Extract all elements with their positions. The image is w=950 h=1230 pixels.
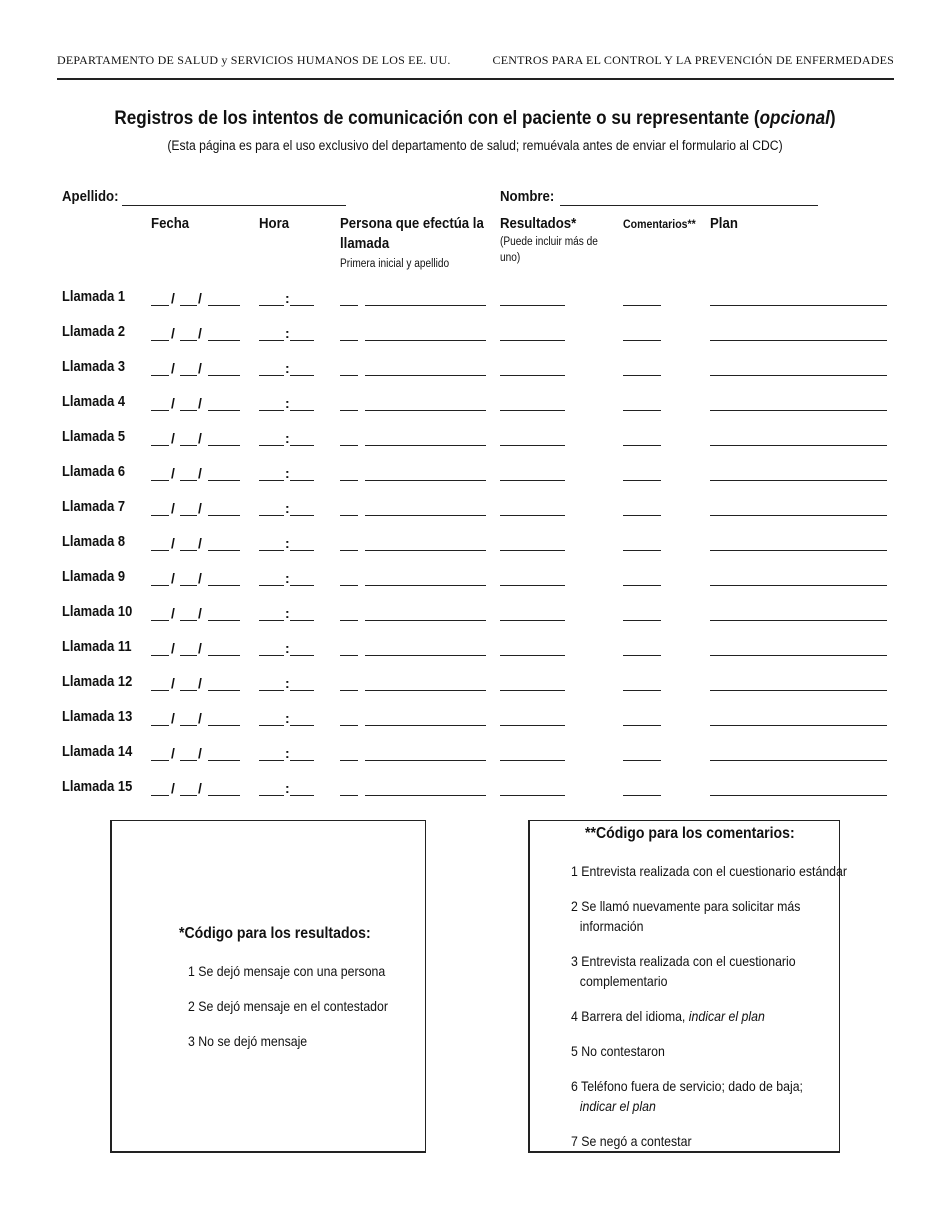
- date-year-field[interactable]: [208, 515, 240, 516]
- comments-code-box: [528, 820, 848, 1153]
- date-day-field[interactable]: [180, 655, 197, 656]
- call-label: Llamada 10: [62, 603, 133, 620]
- time-minute-field[interactable]: [290, 725, 314, 726]
- time-hour-field[interactable]: [259, 550, 284, 551]
- date-separator: /: [198, 675, 202, 691]
- name-label: Nombre:: [500, 188, 555, 205]
- results-code-3: 3 No se dejó mensaje: [188, 1033, 308, 1049]
- call-label: Llamada 9: [62, 568, 126, 585]
- call-row: [0, 428, 950, 452]
- plan-field[interactable]: [710, 690, 887, 691]
- call-row: [0, 638, 950, 662]
- call-row: [0, 358, 950, 382]
- time-minute-field[interactable]: [290, 795, 314, 796]
- comments-field[interactable]: [623, 690, 661, 691]
- time-minute-field[interactable]: [290, 375, 314, 376]
- call-label: Llamada 15: [62, 778, 133, 795]
- results-field[interactable]: [500, 760, 565, 761]
- comment-code-6: 6 Teléfono fuera de servicio; dado de baja; indicar el plan: [571, 1078, 803, 1114]
- results-field[interactable]: [500, 585, 565, 586]
- date-day-field[interactable]: [180, 305, 197, 306]
- call-row: [0, 463, 950, 487]
- time-hour-field[interactable]: [259, 620, 284, 621]
- time-separator: :: [285, 710, 290, 726]
- caller-surname-field[interactable]: [365, 655, 486, 656]
- caller-initial-field[interactable]: [340, 445, 358, 446]
- call-row: [0, 533, 950, 557]
- date-month-field[interactable]: [151, 795, 169, 796]
- time-separator: :: [285, 395, 290, 411]
- date-day-field[interactable]: [180, 725, 197, 726]
- date-separator: /: [198, 325, 202, 341]
- comment-code-5: 5 No contestaron: [571, 1043, 665, 1059]
- call-label: Llamada 4: [62, 393, 126, 410]
- time-hour-field[interactable]: [259, 795, 284, 796]
- comments-field[interactable]: [623, 655, 661, 656]
- date-separator: /: [171, 710, 175, 726]
- results-field[interactable]: [500, 655, 565, 656]
- date-separator: /: [171, 360, 175, 376]
- caller-surname-field[interactable]: [365, 305, 486, 306]
- time-separator: :: [285, 640, 290, 656]
- caller-initial-field[interactable]: [340, 585, 358, 586]
- surname-label: Apellido:: [62, 188, 119, 205]
- call-row: [0, 708, 950, 732]
- call-label: Llamada 14: [62, 743, 133, 760]
- caller-surname-field[interactable]: [365, 410, 486, 411]
- results-field[interactable]: [500, 620, 565, 621]
- time-hour-field[interactable]: [259, 445, 284, 446]
- time-minute-field[interactable]: [290, 410, 314, 411]
- date-separator: /: [171, 395, 175, 411]
- date-month-field[interactable]: [151, 375, 169, 376]
- date-month-field[interactable]: [151, 760, 169, 761]
- results-field[interactable]: [500, 550, 565, 551]
- name-field[interactable]: [560, 205, 818, 206]
- call-row: [0, 498, 950, 522]
- col-comments: Comentarios**: [623, 217, 696, 231]
- date-month-field[interactable]: [151, 515, 169, 516]
- date-separator: /: [171, 780, 175, 796]
- results-code-box: [110, 820, 426, 1153]
- plan-field[interactable]: [710, 410, 887, 411]
- time-separator: :: [285, 535, 290, 551]
- comments-field[interactable]: [623, 725, 661, 726]
- caller-surname-field[interactable]: [365, 375, 486, 376]
- caller-initial-field[interactable]: [340, 410, 358, 411]
- call-label: Llamada 13: [62, 708, 133, 725]
- caller-initial-field[interactable]: [340, 690, 358, 691]
- date-month-field[interactable]: [151, 690, 169, 691]
- date-separator: /: [198, 640, 202, 656]
- caller-surname-field[interactable]: [365, 725, 486, 726]
- date-day-field[interactable]: [180, 795, 197, 796]
- results-code-title: *Código para los resultados:: [179, 925, 371, 942]
- caller-surname-field[interactable]: [365, 795, 486, 796]
- date-month-field[interactable]: [151, 480, 169, 481]
- time-hour-field[interactable]: [259, 515, 284, 516]
- header-divider: [57, 78, 894, 80]
- date-month-field[interactable]: [151, 410, 169, 411]
- call-row: [0, 323, 950, 347]
- call-label: Llamada 1: [62, 288, 126, 305]
- call-row: [0, 673, 950, 697]
- date-day-field[interactable]: [180, 690, 197, 691]
- call-label: Llamada 2: [62, 323, 126, 340]
- plan-field[interactable]: [710, 725, 887, 726]
- col-caller: Persona que efectúa la llamada: [340, 215, 484, 252]
- comment-code-1: 1 Entrevista realizada con el cuestionario estándar: [571, 863, 848, 879]
- time-separator: :: [285, 745, 290, 761]
- comments-field[interactable]: [623, 340, 661, 341]
- date-separator: /: [198, 430, 202, 446]
- results-field[interactable]: [500, 340, 565, 341]
- comments-field[interactable]: [623, 760, 661, 761]
- plan-field[interactable]: [710, 550, 887, 551]
- call-row: [0, 778, 950, 802]
- date-year-field[interactable]: [208, 305, 240, 306]
- col-caller-note: Primera inicial y apellido: [340, 258, 450, 270]
- date-separator: /: [171, 570, 175, 586]
- time-hour-field[interactable]: [259, 760, 284, 761]
- date-separator: /: [198, 360, 202, 376]
- caller-initial-field[interactable]: [340, 375, 358, 376]
- call-label: Llamada 3: [62, 358, 126, 375]
- page-title: Registros de los intentos de comunicación con el paciente o su representante (opcional): [114, 108, 836, 129]
- date-separator: /: [198, 500, 202, 516]
- caller-initial-field[interactable]: [340, 725, 358, 726]
- results-code-1: 1 Se dejó mensaje con una persona: [188, 963, 386, 979]
- date-month-field[interactable]: [151, 445, 169, 446]
- date-year-field[interactable]: [208, 795, 240, 796]
- caller-initial-field[interactable]: [340, 760, 358, 761]
- comments-field[interactable]: [623, 480, 661, 481]
- comment-code-7: 7 Se negó a contestar: [571, 1133, 692, 1149]
- time-hour-field[interactable]: [259, 305, 284, 306]
- time-separator: :: [285, 290, 290, 306]
- surname-field[interactable]: [122, 205, 346, 206]
- date-separator: /: [171, 675, 175, 691]
- comment-code-4: 4 Barrera del idioma, indicar el plan: [571, 1008, 765, 1024]
- results-field[interactable]: [500, 375, 565, 376]
- caller-surname-field[interactable]: [365, 340, 486, 341]
- comments-field[interactable]: [623, 620, 661, 621]
- time-minute-field[interactable]: [290, 690, 314, 691]
- date-day-field[interactable]: [180, 340, 197, 341]
- results-field[interactable]: [500, 410, 565, 411]
- caller-surname-field[interactable]: [365, 760, 486, 761]
- date-separator: /: [171, 605, 175, 621]
- time-separator: :: [285, 325, 290, 341]
- comments-field[interactable]: [623, 305, 661, 306]
- header-cdc: CENTROS PARA EL CONTROL Y LA PREVENCIÓN DE ENFERMEDADES: [492, 53, 894, 67]
- call-label: Llamada 6: [62, 463, 126, 480]
- date-day-field[interactable]: [180, 515, 197, 516]
- date-day-field[interactable]: [180, 760, 197, 761]
- date-month-field[interactable]: [151, 655, 169, 656]
- date-separator: /: [198, 290, 202, 306]
- caller-initial-field[interactable]: [340, 620, 358, 621]
- date-separator: /: [171, 290, 175, 306]
- date-separator: /: [171, 640, 175, 656]
- date-month-field[interactable]: [151, 550, 169, 551]
- caller-initial-field[interactable]: [340, 340, 358, 341]
- date-separator: /: [171, 745, 175, 761]
- date-year-field[interactable]: [208, 445, 240, 446]
- caller-surname-field[interactable]: [365, 585, 486, 586]
- caller-initial-field[interactable]: [340, 550, 358, 551]
- date-separator: /: [198, 465, 202, 481]
- time-separator: :: [285, 430, 290, 446]
- call-row: [0, 288, 950, 312]
- date-year-field[interactable]: [208, 550, 240, 551]
- caller-initial-field[interactable]: [340, 305, 358, 306]
- results-field[interactable]: [500, 725, 565, 726]
- caller-surname-field[interactable]: [365, 620, 486, 621]
- time-hour-field[interactable]: [259, 725, 284, 726]
- date-separator: /: [198, 745, 202, 761]
- plan-field[interactable]: [710, 480, 887, 481]
- caller-initial-field[interactable]: [340, 480, 358, 481]
- date-separator: /: [171, 430, 175, 446]
- caller-surname-field[interactable]: [365, 480, 486, 481]
- time-separator: :: [285, 675, 290, 691]
- date-month-field[interactable]: [151, 725, 169, 726]
- caller-initial-field[interactable]: [340, 795, 358, 796]
- results-field[interactable]: [500, 305, 565, 306]
- col-date: Fecha: [151, 215, 190, 232]
- page-subtitle: (Esta página es para el uso exclusivo del departamento de salud; remuévala antes de enviar el formulario al CDC): [167, 138, 783, 153]
- comments-field[interactable]: [623, 445, 661, 446]
- call-row: [0, 568, 950, 592]
- time-hour-field[interactable]: [259, 585, 284, 586]
- results-field[interactable]: [500, 795, 565, 796]
- time-minute-field[interactable]: [290, 550, 314, 551]
- results-field[interactable]: [500, 515, 565, 516]
- plan-field[interactable]: [710, 620, 887, 621]
- date-year-field[interactable]: [208, 480, 240, 481]
- call-label: Llamada 8: [62, 533, 126, 550]
- caller-initial-field[interactable]: [340, 655, 358, 656]
- date-year-field[interactable]: [208, 340, 240, 341]
- date-day-field[interactable]: [180, 550, 197, 551]
- comment-code-2: 2 Se llamó nuevamente para solicitar más información: [571, 898, 801, 934]
- date-separator: /: [171, 465, 175, 481]
- date-separator: /: [198, 570, 202, 586]
- comments-code-title: **Código para los comentarios:: [585, 825, 795, 842]
- date-separator: /: [198, 535, 202, 551]
- caller-surname-field[interactable]: [365, 690, 486, 691]
- date-year-field[interactable]: [208, 620, 240, 621]
- date-day-field[interactable]: [180, 480, 197, 481]
- caller-surname-field[interactable]: [365, 445, 486, 446]
- date-separator: /: [171, 325, 175, 341]
- date-separator: /: [198, 605, 202, 621]
- col-time: Hora: [259, 215, 290, 232]
- date-separator: /: [198, 710, 202, 726]
- date-month-field[interactable]: [151, 305, 169, 306]
- plan-field[interactable]: [710, 655, 887, 656]
- comments-field[interactable]: [623, 585, 661, 586]
- time-hour-field[interactable]: [259, 375, 284, 376]
- time-minute-field[interactable]: [290, 480, 314, 481]
- call-row: [0, 743, 950, 767]
- plan-field[interactable]: [710, 305, 887, 306]
- comments-field[interactable]: [623, 795, 661, 796]
- time-minute-field[interactable]: [290, 515, 314, 516]
- call-label: Llamada 11: [62, 638, 132, 655]
- call-label: Llamada 5: [62, 428, 126, 445]
- date-year-field[interactable]: [208, 690, 240, 691]
- call-label: Llamada 7: [62, 498, 126, 515]
- date-separator: /: [198, 395, 202, 411]
- date-day-field[interactable]: [180, 585, 197, 586]
- col-plan: Plan: [710, 215, 738, 232]
- plan-field[interactable]: [710, 340, 887, 341]
- time-separator: :: [285, 780, 290, 796]
- date-year-field[interactable]: [208, 725, 240, 726]
- date-separator: /: [171, 535, 175, 551]
- date-year-field[interactable]: [208, 410, 240, 411]
- date-year-field[interactable]: [208, 375, 240, 376]
- date-year-field[interactable]: [208, 585, 240, 586]
- col-results: Resultados*: [500, 215, 577, 232]
- time-hour-field[interactable]: [259, 340, 284, 341]
- results-field[interactable]: [500, 480, 565, 481]
- comments-field[interactable]: [623, 410, 661, 411]
- plan-field[interactable]: [710, 445, 887, 446]
- col-results-note: (Puede incluir más de uno): [500, 236, 598, 264]
- comment-code-3: 3 Entrevista realizada con el cuestionario complementario: [571, 953, 796, 989]
- time-minute-field[interactable]: [290, 305, 314, 306]
- time-separator: :: [285, 570, 290, 586]
- call-label: Llamada 12: [62, 673, 133, 690]
- date-day-field[interactable]: [180, 620, 197, 621]
- time-hour-field[interactable]: [259, 410, 284, 411]
- time-minute-field[interactable]: [290, 445, 314, 446]
- time-minute-field[interactable]: [290, 620, 314, 621]
- date-year-field[interactable]: [208, 655, 240, 656]
- comments-field[interactable]: [623, 375, 661, 376]
- caller-surname-field[interactable]: [365, 550, 486, 551]
- comments-field[interactable]: [623, 515, 661, 516]
- time-minute-field[interactable]: [290, 585, 314, 586]
- date-month-field[interactable]: [151, 620, 169, 621]
- plan-field[interactable]: [710, 375, 887, 376]
- results-field[interactable]: [500, 445, 565, 446]
- date-day-field[interactable]: [180, 445, 197, 446]
- header-department: DEPARTAMENTO DE SALUD y SERVICIOS HUMANOS DE LOS EE. UU.: [57, 53, 451, 67]
- plan-field[interactable]: [710, 760, 887, 761]
- time-separator: :: [285, 465, 290, 481]
- time-hour-field[interactable]: [259, 655, 284, 656]
- time-minute-field[interactable]: [290, 760, 314, 761]
- results-field[interactable]: [500, 690, 565, 691]
- time-minute-field[interactable]: [290, 340, 314, 341]
- caller-surname-field[interactable]: [365, 515, 486, 516]
- time-minute-field[interactable]: [290, 655, 314, 656]
- plan-field[interactable]: [710, 585, 887, 586]
- time-hour-field[interactable]: [259, 690, 284, 691]
- time-separator: :: [285, 360, 290, 376]
- plan-field[interactable]: [710, 795, 887, 796]
- time-hour-field[interactable]: [259, 480, 284, 481]
- results-code-2: 2 Se dejó mensaje en el contestador: [188, 998, 388, 1014]
- date-month-field[interactable]: [151, 340, 169, 341]
- comments-field[interactable]: [623, 550, 661, 551]
- date-separator: /: [198, 780, 202, 796]
- date-day-field[interactable]: [180, 375, 197, 376]
- date-separator: /: [171, 500, 175, 516]
- time-separator: :: [285, 605, 290, 621]
- call-row: [0, 603, 950, 627]
- time-separator: :: [285, 500, 290, 516]
- caller-initial-field[interactable]: [340, 515, 358, 516]
- date-year-field[interactable]: [208, 760, 240, 761]
- date-day-field[interactable]: [180, 410, 197, 411]
- date-month-field[interactable]: [151, 585, 169, 586]
- plan-field[interactable]: [710, 515, 887, 516]
- call-row: [0, 393, 950, 417]
